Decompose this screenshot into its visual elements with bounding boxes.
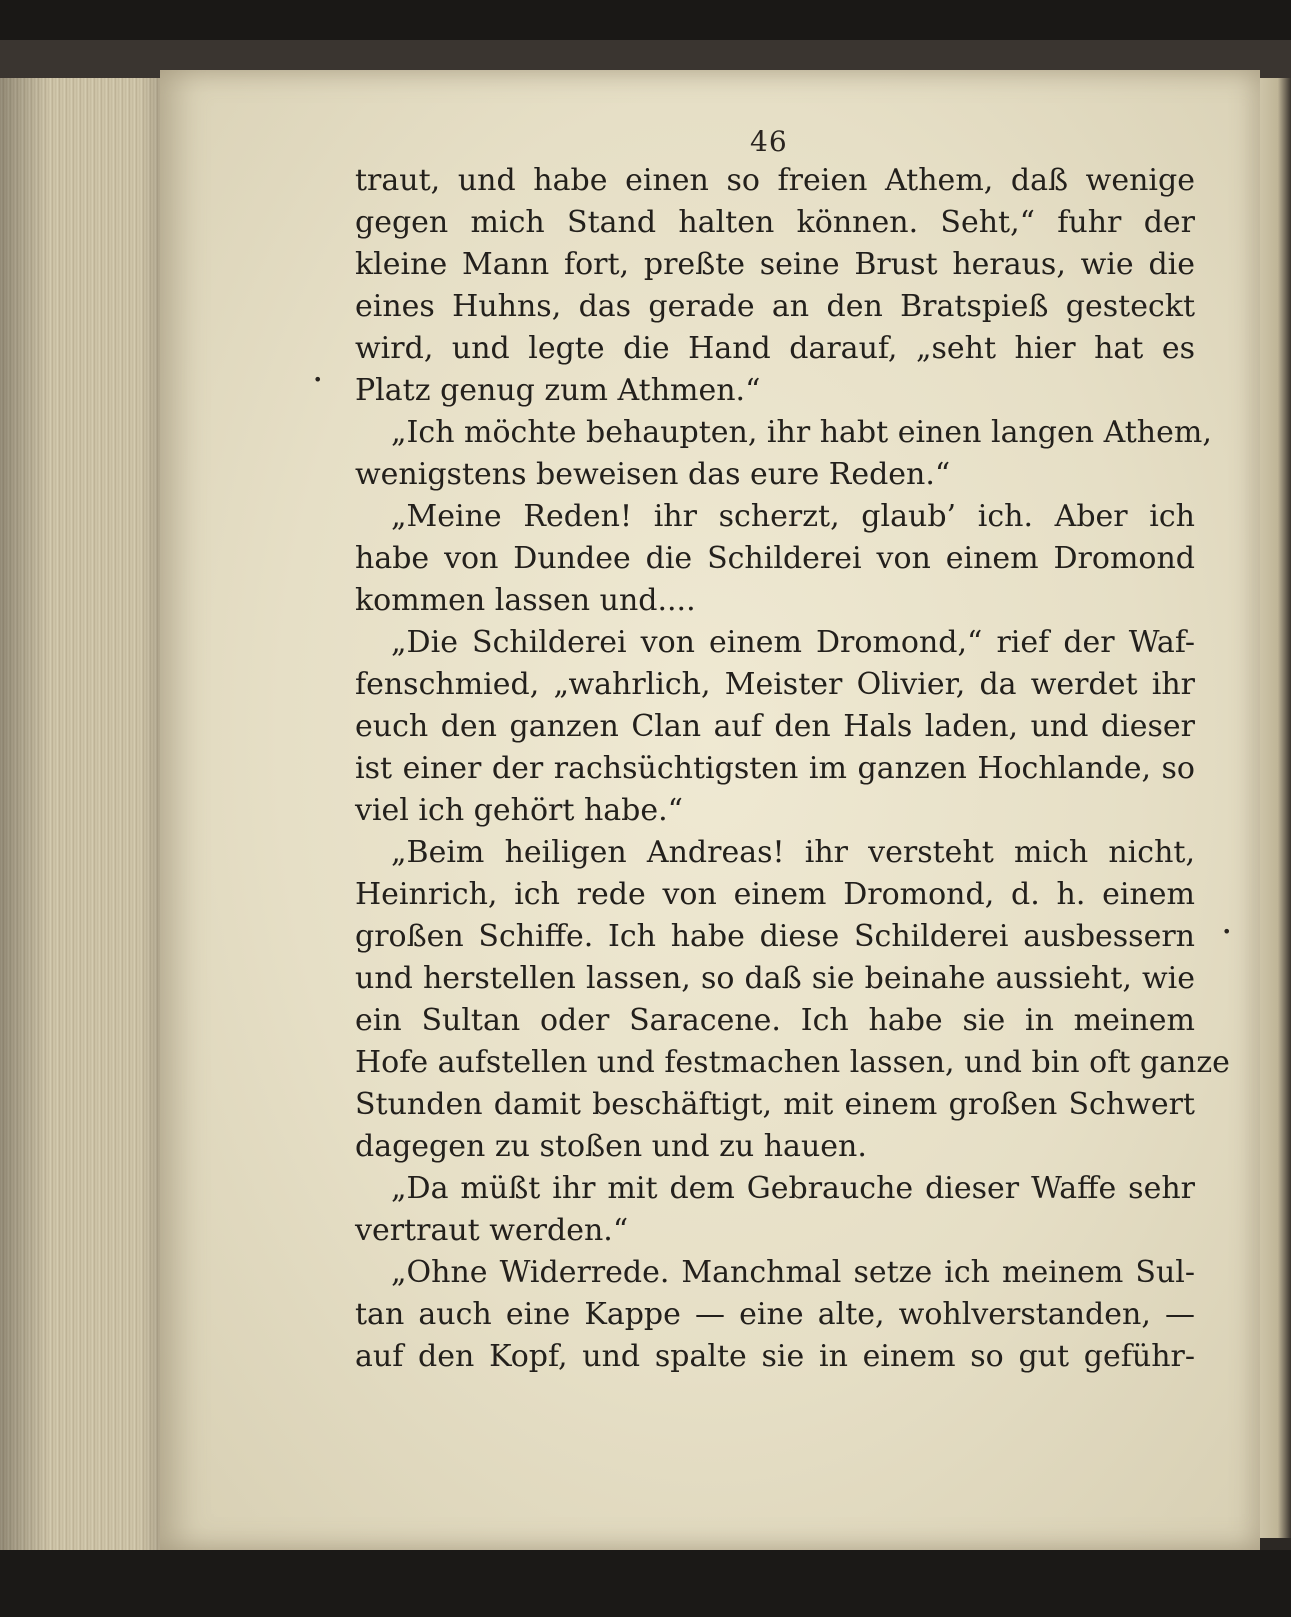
text-line: Heinrich, ich rede von einem Dromond, d. h. einem (355, 877, 1195, 912)
text-line: gegen mich Stand halten können. Seht,“ fuhr der (355, 205, 1195, 240)
text-line: ein Sultan oder Saracene. Ich habe sie in meinem (355, 1003, 1195, 1038)
text-line: Platz genug zum Athmen.“ (355, 373, 761, 408)
page-edges (0, 78, 167, 1568)
text-line: traut, und habe einen so freien Athem, daß wenige (355, 163, 1195, 198)
margin-mark: • (1222, 922, 1232, 941)
page-text (355, 160, 1230, 1378)
text-line: wird, und legte die Hand darauf, „seht hier hat es (355, 331, 1195, 366)
text-line: dagegen zu stoßen und zu hauen. (355, 1129, 867, 1164)
text-line: tan auch eine Kappe — eine alte, wohlverstanden, — (355, 1297, 1195, 1332)
text-line: wenigstens beweisen das eure Reden.“ (355, 457, 951, 492)
text-line: und herstellen lassen, so daß sie beinahe aussieht, wie (355, 961, 1195, 996)
text-line: Hofe aufstellen und festmachen lassen, und bin oft ganze (355, 1045, 1230, 1080)
text-line: ist einer der rachsüchtigsten im ganzen Hochlande, so (355, 751, 1195, 786)
text-line: habe von Dundee die Schilderei von einem Dromond (355, 541, 1195, 576)
text-line: „Meine Reden! ihr scherzt, glaub’ ich. Aber ich (391, 499, 1195, 534)
next-page-edge (1258, 78, 1291, 1538)
text-line: kommen lassen und.... (355, 583, 696, 618)
page-number: 46 (750, 125, 788, 158)
text-line: vertraut werden.“ (355, 1213, 629, 1248)
text-line: viel ich gehört habe.“ (355, 793, 683, 828)
text-line: „Ich möchte behaupten, ihr habt einen langen Athem, (391, 415, 1212, 450)
bottom-background (0, 1550, 1291, 1617)
text-line: „Ohne Widerrede. Manchmal setze ich meinem Sul- (391, 1255, 1195, 1290)
text-line: euch den ganzen Clan auf den Hals laden, und dieser (355, 709, 1195, 744)
text-line: „Beim heiligen Andreas! ihr versteht mich nicht, (391, 835, 1195, 870)
text-line: großen Schiffe. Ich habe diese Schilderei ausbessern (355, 919, 1195, 954)
text-line: „Die Schilderei von einem Dromond,“ rief der Waf- (391, 625, 1195, 660)
margin-mark: • (313, 370, 323, 389)
text-line: kleine Mann fort, preßte seine Brust heraus, wie die (355, 247, 1195, 282)
text-line: auf den Kopf, und spalte sie in einem so gut geführ- (355, 1339, 1195, 1374)
text-line: Stunden damit beschäftigt, mit einem großen Schwert (355, 1087, 1195, 1122)
text-line: fenschmied, „wahrlich, Meister Olivier, da werdet ihr (355, 667, 1195, 702)
text-line: eines Huhns, das gerade an den Bratspieß gesteckt (355, 289, 1195, 324)
text-line: „Da müßt ihr mit dem Gebrauche dieser Waffe sehr (391, 1171, 1195, 1206)
